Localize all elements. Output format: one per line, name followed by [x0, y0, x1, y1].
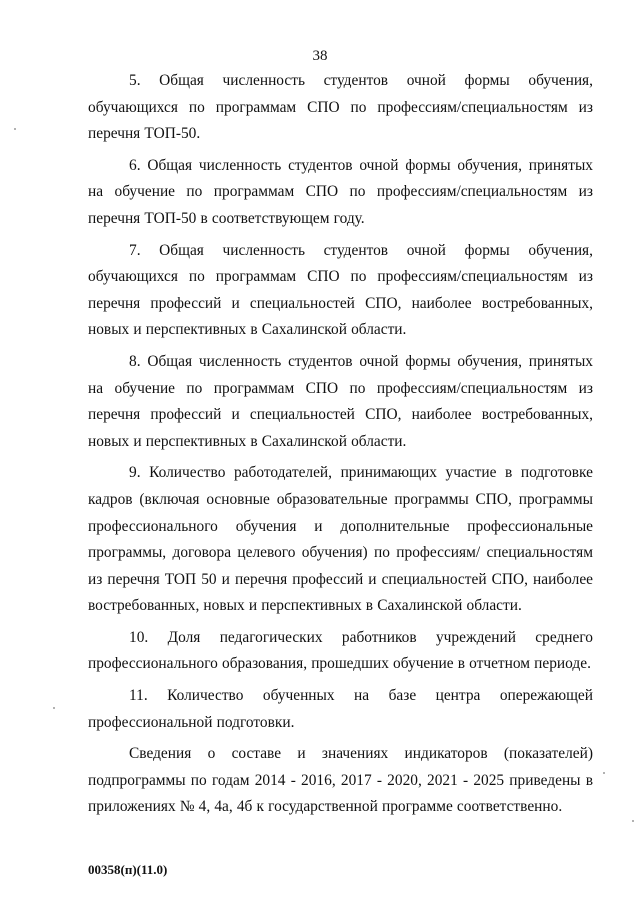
paragraph-indicators-note: Сведения о составе и значениях индикаторов (показателей) подпрограммы по годам 2014 - 2016, 2017 - 2020, 2021 - 2025 приведены в приложениях № 4, 4а, 4б к государственной программе соответственно. [88, 745, 593, 816]
scan-speck [14, 128, 16, 130]
document-body [88, 68, 593, 821]
scan-speck [603, 772, 605, 774]
scan-speck [53, 707, 55, 709]
page-number: 38 [312, 48, 328, 64]
paragraph-item-10: 10. Доля педагогических работников учреждений среднего профессионального образования, прошедших обучение в отчетном периоде. [88, 628, 593, 673]
scan-speck [632, 820, 634, 822]
paragraph-item-5: 5. Общая численность студентов очной формы обучения, обучающихся по программам СПО по профессиям/специальностям из перечня ТОП-50. [88, 72, 593, 143]
paragraph-item-6: 6. Общая численность студентов очной формы обучения, принятых на обучение по программам СПО по профессиям/специальностям из перечня ТОП-50 в соответствующем году. [88, 156, 593, 227]
paragraph-item-11: 11. Количество обученных на базе центра опережающей профессиональной подготовки. [88, 687, 593, 731]
paragraph-item-8: 8. Общая численность студентов очной формы обучения, принятых на обучение по программам СПО по профессиям/специальностям из перечня профессий и специальностей СПО, наиболее востребованных, новых и перспективных в Сахалинской области. [88, 352, 593, 450]
document-code: 00358(п)(11.0) [88, 862, 168, 877]
paragraph-item-9: 9. Количество работодателей, принимающих участие в подготовке кадров (включая основные образовательные программы СПО, программы профессионального обучения и дополнительные профессиональные программы, договора целевого обучения) по профессиям/ специальностям из перечня ТОП 50 и перечня профессий и специальностей СПО, наиболее востребованных, новых и перспективных в Сахалинской области. [88, 464, 593, 615]
paragraph-item-7: 7. Общая численность студентов очной формы обучения, обучающихся по программам СПО по профессиям/специальностям из перечня профессий и специальностей СПО, наиболее востребованных, новых и перспективных в Сахалинской области. [88, 241, 593, 339]
